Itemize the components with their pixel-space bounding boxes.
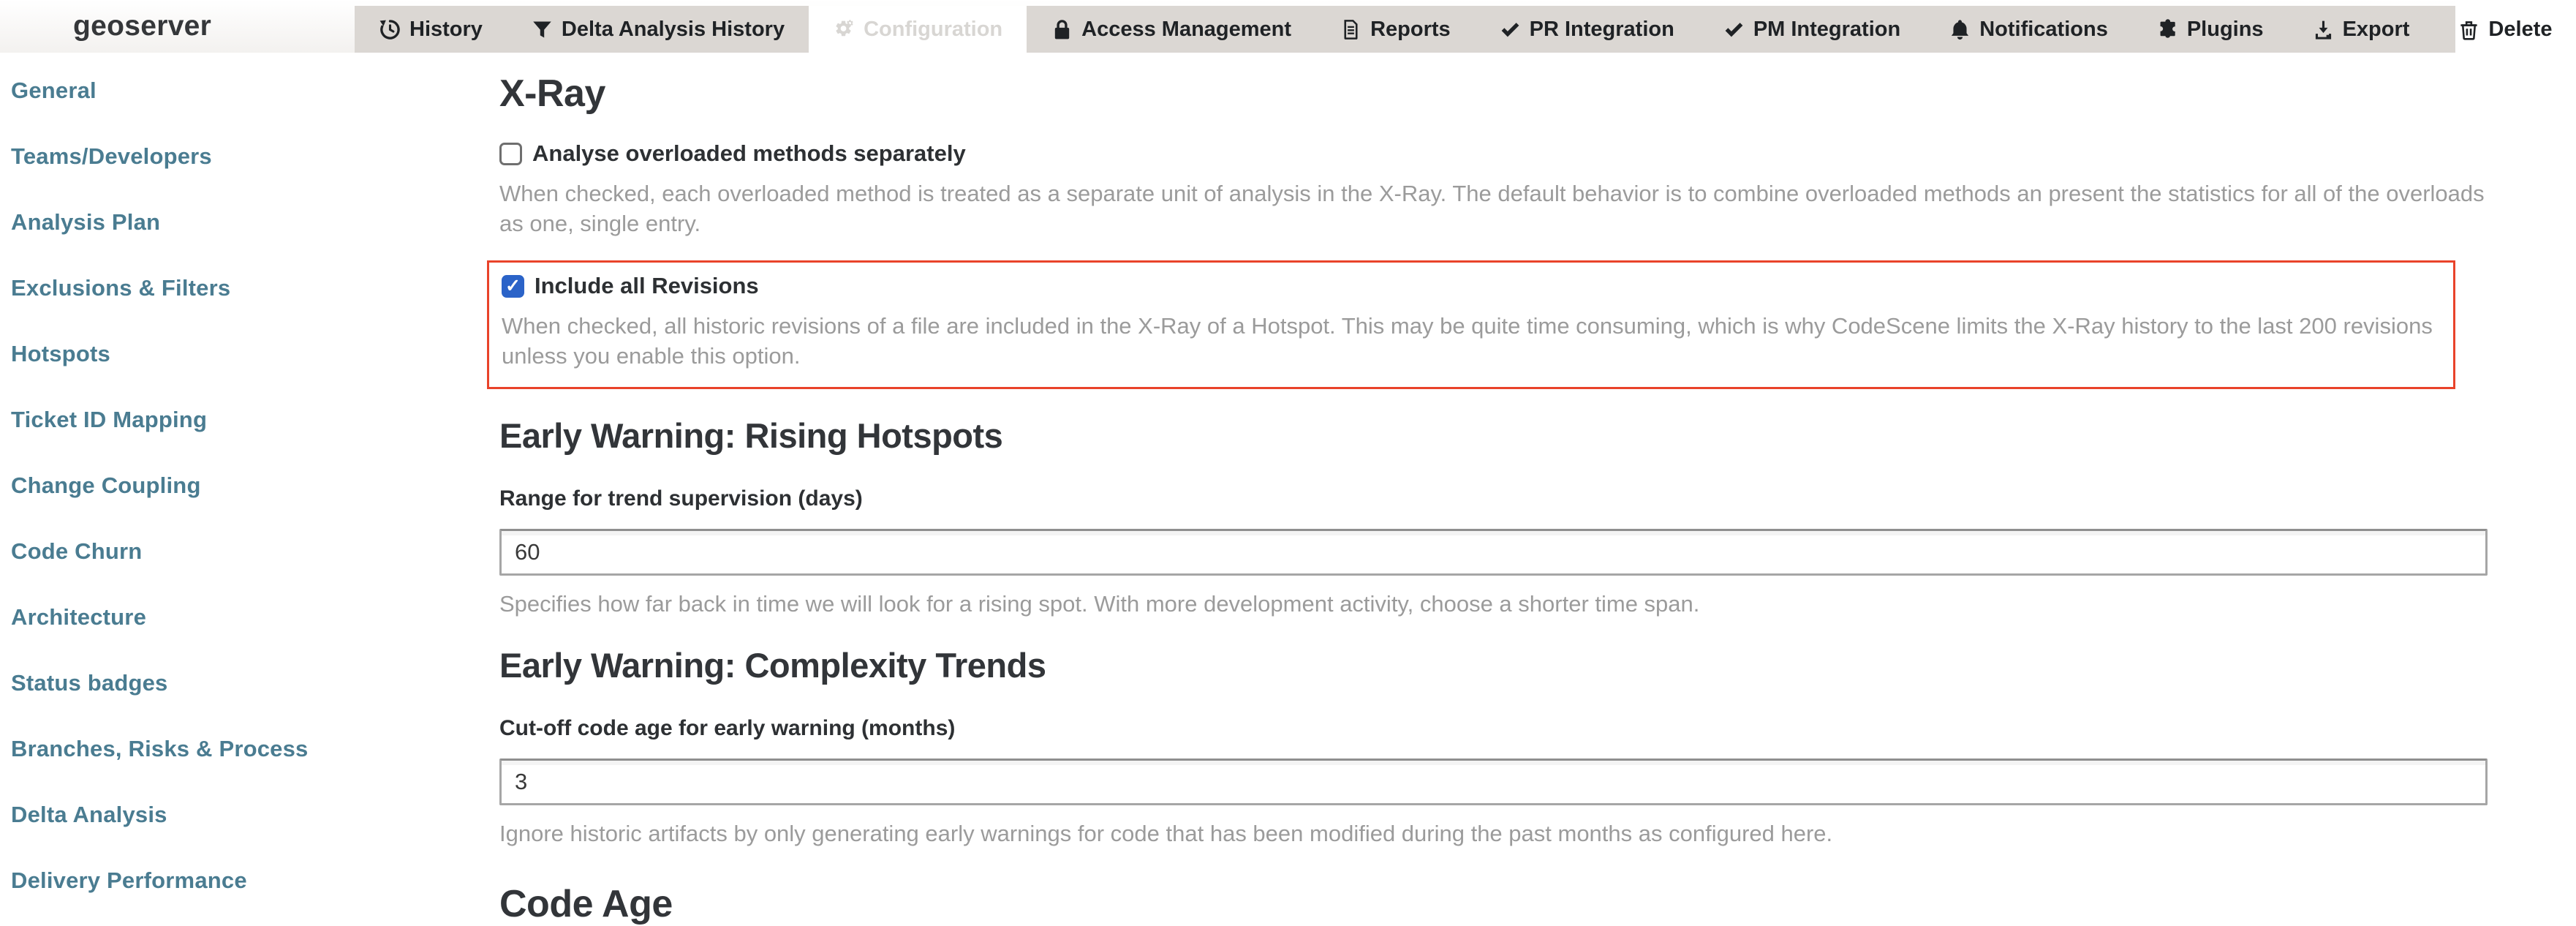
sidebar-item-delivery-performance[interactable]: Delivery Performance [11, 867, 247, 893]
download-icon [2312, 18, 2335, 41]
section-title-complexity-trends: Early Warning: Complexity Trends [499, 646, 1046, 685]
sidebar-item-status-badges[interactable]: Status badges [11, 670, 168, 696]
overloaded-methods-row [499, 140, 2488, 167]
sidebar-item-architecture[interactable]: Architecture [11, 604, 147, 630]
include-revisions-row [502, 273, 2436, 299]
sidebar-item-analysis-plan[interactable]: Analysis Plan [11, 209, 161, 235]
sidebar-item-branches-risks-process[interactable]: Branches, Risks & Process [11, 736, 309, 761]
sidebar-item-exclusions-filters[interactable]: Exclusions & Filters [11, 275, 231, 301]
tab-delete[interactable] [2433, 6, 2576, 53]
tab-label: Reports [1370, 17, 1451, 41]
sidebar-item-hotspots[interactable]: Hotspots [11, 341, 110, 366]
tab-label: Notifications [1979, 17, 2108, 41]
tab-reports[interactable] [1315, 6, 1475, 53]
overloaded-methods-help: When checked, each overloaded method is treated as a separate unit of analysis in the X-Ray. The default behavior is to combine overloaded methods an present the statistics for all of the overloads as one, single entry. [499, 181, 2485, 236]
gears-icon [833, 18, 855, 41]
include-revisions-checkbox[interactable] [502, 275, 524, 298]
cutoff-code-age-label: Cut-off code age for early warning (months) [499, 716, 956, 740]
tab-history[interactable] [355, 6, 507, 53]
bell-icon [1949, 18, 1971, 41]
sidebar-item-change-coupling[interactable]: Change Coupling [11, 473, 201, 498]
tab-delta-analysis-history[interactable] [507, 6, 809, 53]
tab-label: PM Integration [1753, 17, 1901, 41]
cutoff-code-age-help: Ignore historic artifacts by only generating early warnings for code that has been modified during the past months as configured here. [499, 821, 1833, 846]
tab-label: Configuration [864, 17, 1003, 41]
include-revisions-help: When checked, all historic revisions of a file are included in the X-Ray of a Hotspot. This may be quite time consuming, which is why CodeScene limits the X-Ray history to the last 200 revisions unless you enable this option. [502, 313, 2433, 369]
trash-icon [2458, 18, 2480, 41]
tab-access-management[interactable] [1027, 6, 1315, 53]
lock-icon [1051, 18, 1073, 41]
tab-pm-integration[interactable] [1699, 6, 1925, 53]
section-title-rising-hotspots: Early Warning: Rising Hotspots [499, 416, 1003, 455]
tab-configuration[interactable] [809, 6, 1027, 53]
tab-notifications[interactable] [1925, 6, 2132, 53]
section-title-xray: X-Ray [499, 72, 605, 115]
sidebar-item-teams-developers[interactable]: Teams/Developers [11, 143, 212, 169]
project-title: geoserver [73, 10, 212, 42]
trend-supervision-label: Range for trend supervision (days) [499, 486, 863, 511]
tab-pr-integration[interactable] [1475, 6, 1699, 53]
puzzle-icon [2156, 18, 2179, 41]
history-icon [379, 18, 401, 41]
cutoff-code-age-input[interactable] [499, 759, 2488, 805]
tab-plugins[interactable] [2132, 6, 2288, 53]
configuration-content [351, 53, 2576, 926]
tab-label: Export [2342, 17, 2410, 41]
tab-export[interactable] [2288, 6, 2434, 53]
tab-label: Delta Analysis History [561, 17, 785, 41]
funnel-icon [531, 18, 554, 41]
check-icon [1499, 18, 1522, 41]
trend-supervision-input[interactable] [499, 529, 2488, 576]
trend-supervision-help: Specifies how far back in time we will look for a rising spot. With more development activity, choose a shorter time span. [499, 591, 1700, 617]
sidebar-item-code-churn[interactable]: Code Churn [11, 538, 143, 564]
sidebar-item-delta-analysis[interactable]: Delta Analysis [11, 802, 167, 827]
tab-label: History [409, 17, 483, 41]
section-title-code-age: Code Age [499, 883, 673, 925]
settings-sidebar [0, 53, 351, 926]
sidebar-item-ticket-id-mapping[interactable]: Ticket ID Mapping [11, 407, 208, 432]
overloaded-methods-checkbox[interactable] [499, 143, 522, 165]
include-revisions-label: Include all Revisions [535, 273, 759, 298]
tab-label: Delete [2488, 17, 2553, 41]
tab-label: Plugins [2186, 17, 2264, 41]
overloaded-methods-label: Analyse overloaded methods separately [532, 140, 966, 166]
document-icon [1340, 18, 1362, 41]
tab-label: PR Integration [1529, 17, 1674, 41]
check-icon [1723, 18, 1745, 41]
tab-bar [355, 6, 2553, 53]
tab-label: Access Management [1081, 17, 1292, 41]
sidebar-item-general[interactable]: General [11, 78, 97, 103]
top-bar [0, 0, 2553, 53]
include-all-revisions-highlight-box [487, 260, 2455, 389]
